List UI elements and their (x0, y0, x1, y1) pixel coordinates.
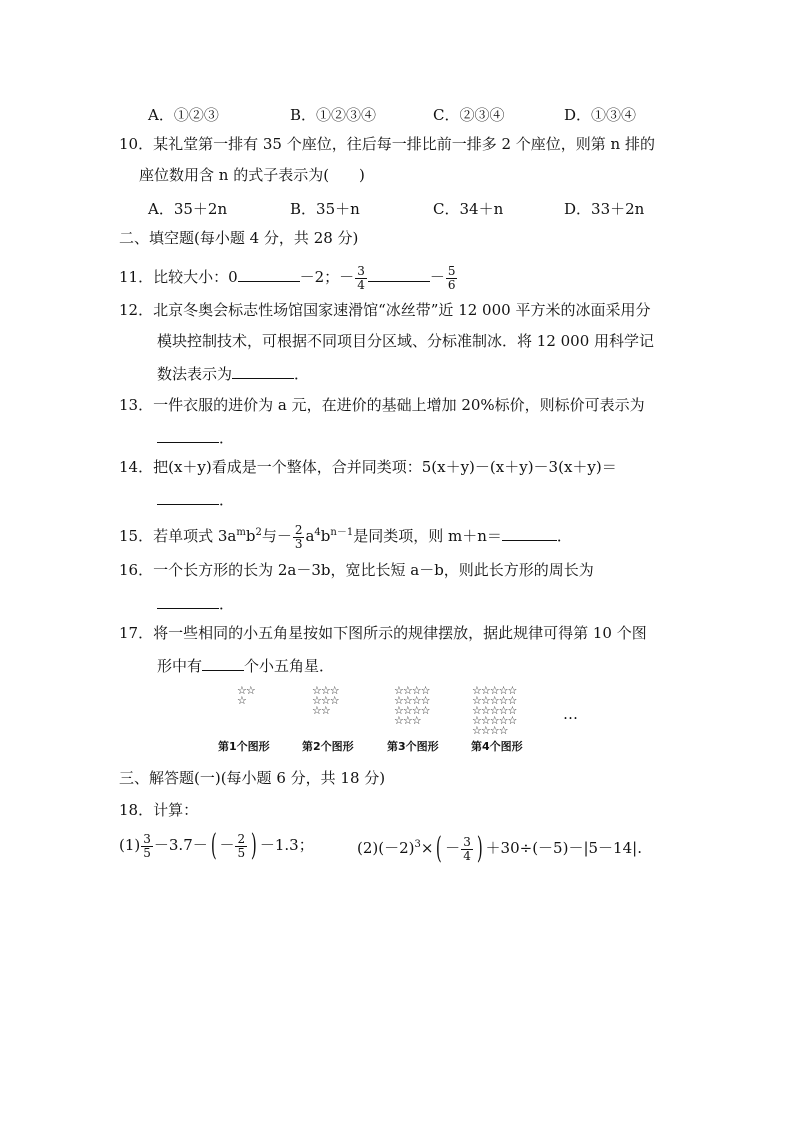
q15-sup4: n－1 (330, 527, 354, 538)
q15-frac: $\frac{2}{3}$ (294, 522, 303, 551)
q11-blank1[interactable] (238, 265, 300, 282)
q12-line3-text: 数法表示为 (157, 365, 233, 383)
q15-end: ． (556, 527, 572, 545)
q17-line2-prefix: 形中有 (157, 657, 203, 675)
star-row: ☆☆☆☆☆ (472, 714, 517, 727)
q17-line2 (157, 654, 334, 676)
star-row: ☆☆ (312, 704, 330, 717)
q15-mid2: 与－ (261, 527, 292, 545)
q17-blank[interactable] (202, 654, 244, 671)
q9-option-b: B．①②③④ (290, 106, 377, 124)
q15-sup2: 2 (255, 527, 262, 538)
figure-caption-1: 第1个图形 (218, 740, 270, 753)
q18-p1-frac1: $\frac{3}{5}$ (143, 831, 151, 860)
q14-end: ． (219, 491, 235, 509)
q18-p1-frac2: $\frac{2}{5}$ (237, 831, 246, 860)
q18-p2-end: ＋30÷(－5)－|5－14|. (485, 839, 642, 857)
q15-mid3: a (305, 527, 315, 545)
q10-line1: 10．某礼堂第一排有 35 个座位，往后每一排比前一排多 2 个座位，则第 n 排的 (119, 135, 655, 153)
star-row: ☆☆☆☆☆ (472, 704, 517, 717)
q11 (119, 262, 458, 292)
star-figure-3 (394, 686, 429, 726)
q15-sup3: 4 (314, 527, 321, 538)
q10-option-c: C．34＋n (433, 200, 504, 218)
q10-option-b: B．35＋n (290, 200, 360, 218)
q15-suffix: 是同类项，则 m＋n＝ (353, 527, 502, 545)
q12-line1: 12．北京冬奥会标志性场馆国家速滑馆“冰丝带”近 12 000 平方米的冰面采用分 (119, 301, 651, 319)
q13-blank[interactable] (157, 426, 219, 443)
q18-p2-prefix: (2)(－2) (357, 839, 415, 857)
q12-blank[interactable] (232, 362, 294, 379)
q14-line2 (157, 488, 234, 510)
q11-mid: －2；－ (299, 268, 355, 286)
q16-end: ． (219, 595, 235, 613)
q18-p2-inner: － (445, 839, 461, 857)
q11-prefix: 11．比较大小：0 (119, 268, 238, 286)
star-row: ☆☆☆☆ (472, 724, 508, 737)
q18-title: 18．计算： (119, 801, 199, 819)
q11-mid2: － (429, 268, 445, 286)
q9-option-c: C．②③④ (433, 106, 505, 124)
q9-option-a: A．①②③ (148, 106, 219, 124)
q15-sup1: m (236, 527, 246, 538)
figure-caption-2: 第2个图形 (302, 740, 354, 753)
q16-line1: 16．一个长方形的长为 2a－3b，宽比长短 a－b，则此长方形的周长为 (119, 561, 594, 579)
star-row: ☆ (237, 694, 246, 707)
q15-prefix: 15．若单项式 3a (119, 527, 237, 545)
q18-p2-sup: 3 (414, 839, 421, 850)
star-row: ☆☆☆☆ (394, 684, 430, 697)
right-paren: ) (476, 831, 483, 866)
q18-part1 (119, 827, 314, 863)
q17-line2-suffix: 个小五角星． (244, 657, 335, 675)
q15 (119, 518, 572, 551)
q10-option-a: A．35＋2n (148, 200, 228, 218)
star-row: ☆☆☆ (312, 694, 339, 707)
q12-line3 (157, 362, 309, 384)
q11-frac1: $\frac{3}{4}$ (357, 263, 365, 292)
q18-p1-end: －1.3； (259, 836, 314, 854)
q18-p2-mid: × (420, 839, 434, 857)
star-row: ☆☆☆☆ (394, 704, 430, 717)
q18-p1-mid: －3.7－ (153, 836, 208, 854)
q15-blank[interactable] (502, 524, 557, 541)
q13-line2 (157, 426, 234, 448)
figure-caption-3: 第3个图形 (387, 740, 439, 753)
q16-blank[interactable] (157, 592, 219, 609)
q17-line1: 17．将一些相同的小五角星按如下图所示的规律摆放，据此规律可得第 10 个图 (119, 624, 647, 642)
star-row: ☆☆☆ (312, 684, 339, 697)
left-paren: ( (210, 828, 217, 863)
figure-caption-4: 第4个图形 (471, 740, 523, 753)
section3-title: 三、解答题(一)(每小题 6 分，共 18 分) (119, 769, 386, 787)
star-row: ☆☆☆☆☆ (472, 684, 517, 697)
q11-blank2[interactable] (368, 265, 430, 282)
q16-line2 (157, 592, 234, 614)
q9-option-d: D．①③④ (564, 106, 637, 124)
q12-line2: 模块控制技术，可根据不同项目分区域、分标准制冰．将 12 000 用科学记 (157, 332, 655, 350)
star-figure-1 (237, 686, 255, 706)
q18-p1-inner: － (219, 836, 235, 854)
q14-line1: 14．把(x＋y)看成是一个整体，合并同类项：5(x＋y)－(x＋y)－3(x＋y)＝ (119, 458, 617, 476)
q11-frac2: $\frac{5}{6}$ (447, 263, 456, 292)
q12-end: ． (294, 365, 310, 383)
q15-mid4: b (320, 527, 331, 545)
q10-option-d: D．33＋2n (564, 200, 645, 218)
star-figure-4 (472, 686, 516, 736)
right-paren: ) (251, 828, 257, 863)
star-row: ☆☆ (237, 684, 255, 697)
section2-title: 二、填空题(每小题 4 分，共 28 分) (119, 229, 359, 247)
q14-blank[interactable] (157, 488, 219, 505)
star-figure-2 (312, 686, 339, 716)
q18-part2 (357, 827, 642, 866)
figures-ellipsis: … (563, 705, 578, 723)
q18-p1-prefix: (1) (119, 836, 141, 854)
q10-line2: 座位数用含 n 的式子表示为( ) (139, 166, 365, 184)
star-row: ☆☆☆☆☆ (472, 694, 517, 707)
q13-line1: 13．一件衣服的进价为 a 元，在进价的基础上增加 20%标价，则标价可表示为 (119, 396, 645, 414)
q13-end: ． (219, 429, 235, 447)
star-row: ☆☆☆☆ (394, 694, 430, 707)
q18-p2-frac: $\frac{3}{4}$ (463, 834, 471, 863)
left-paren: ( (436, 831, 443, 866)
q15-mid1: b (245, 527, 256, 545)
star-row: ☆☆☆ (394, 714, 421, 727)
